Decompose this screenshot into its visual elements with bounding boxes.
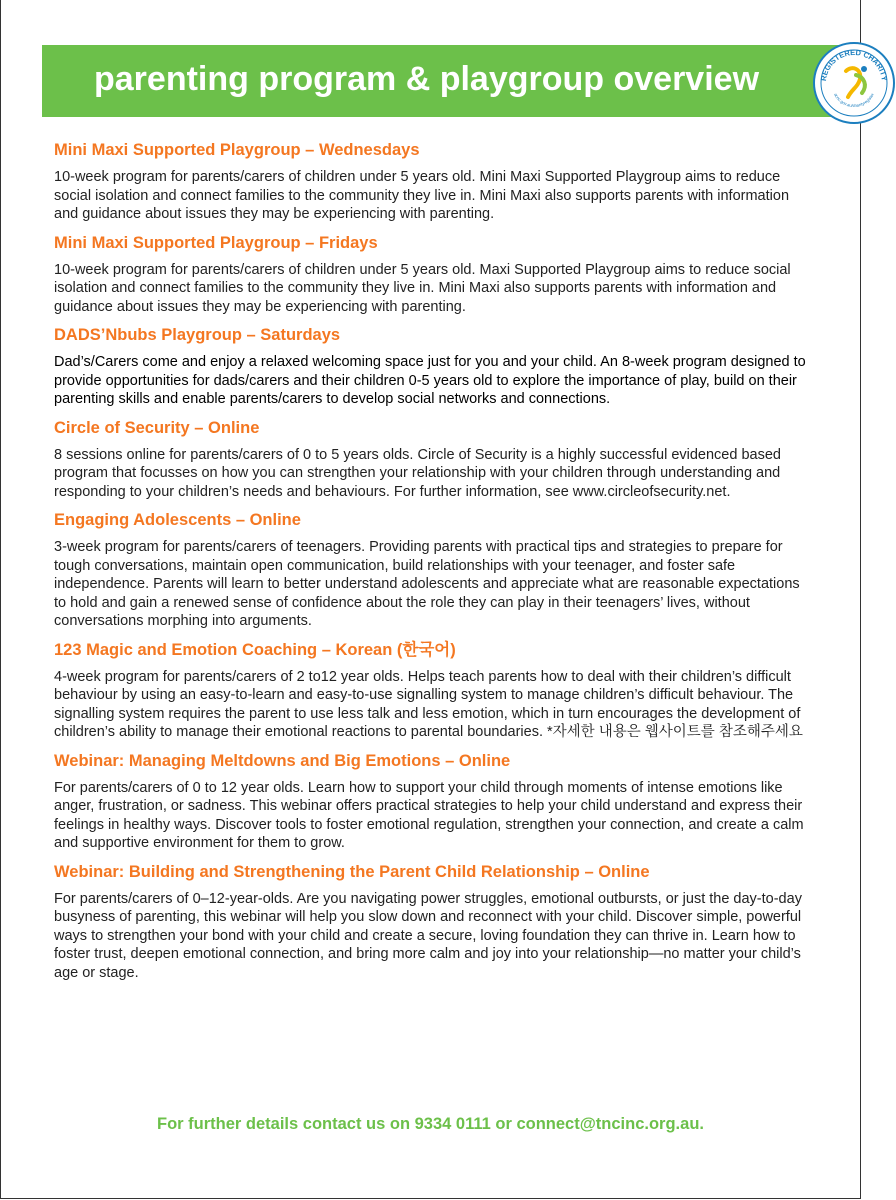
program-description: 3-week program for parents/carers of teenagers. Providing parents with practical tips and strategies to prepare for tough conversations, maintain open communication, build relationships with your teenager, and foster safe independence. Parents will learn to better understand adolescents and appreciate what are reasonable expectations to hold and gain a renewed sense of confidence about the role they can play in their teenagers’ lives, without conversations morphing into arguments. (54, 539, 800, 629)
page-title: parenting program & playgroup overview (94, 60, 760, 98)
program-description: Dad’s/Carers come and enjoy a relaxed welcoming space just for you and your child. An 8-week program designed to provide opportunities for dads/carers and their children 0-5 years old to explore the importance of play, build on their parenting skills and enable parents/carers to develop social networks and connections. (54, 354, 806, 407)
program-heading: Mini Maxi Supported Playgroup – Wednesdays (54, 141, 420, 159)
program-description: 10-week program for parents/carers of children under 5 years old. Mini Maxi Supported Playgroup aims to reduce social isolation and connect families to the community they live in. Mini Maxi also supports parents with information and guidance about issues they may be experiencing with parenting. (54, 169, 790, 222)
program-section (54, 862, 814, 983)
program-heading: DADS’Nbubs Playgroup – Saturdays (54, 326, 341, 344)
contact-footer: For further details contact us on 9334 0111 or connect@tncinc.org.au. (157, 1115, 704, 1133)
program-section (54, 510, 814, 631)
registered-charity-seal-icon (812, 41, 896, 125)
program-heading: 123 Magic and Emotion Coaching – Korean (한국어) (54, 640, 456, 659)
program-heading: Circle of Security – Online (54, 418, 260, 437)
program-description: For parents/carers of 0 to 12 year olds. Learn how to support your child through moments of intense emotions like anger, frustration, or sadness. This webinar offers practical strategies to help your child understand and express their feelings in healthy ways. Discover tools to foster emotional regulation, strengthen your connection, and create a calm and supportive environment for them to grow. (54, 779, 804, 851)
program-section (54, 233, 814, 317)
header-banner (42, 45, 889, 117)
program-heading: Mini Maxi Supported Playgroup – Fridays (54, 233, 378, 252)
program-section (54, 751, 814, 853)
program-heading: Webinar: Building and Strengthening the Parent Child Relationship – Online (54, 862, 650, 881)
program-heading: Engaging Adolescents – Online (54, 511, 301, 529)
program-description: 4-week program for parents/carers of 2 to12 year olds. Helps teach parents how to deal with their children’s difficult behaviour by using an easy-to-learn and easy-to-use signalling system to manage children’s difficult behaviour. The signalling system requires the parent to use less talk and less emotion, which in turn encourages the development of children’s ability to manage their emotional reactions to parental boundaries. *자세한 내용은 웹사이트를 참조해주세요 (54, 668, 803, 740)
program-section (54, 418, 814, 502)
program-description: 10-week program for parents/carers of children under 5 years old. Maxi Supported Playgroup aims to reduce social isolation and connect families to the community they live in. Mini Maxi also supports parents with information and guidance about issues they may be experiencing with parenting. (54, 261, 791, 315)
program-section (54, 140, 814, 224)
program-heading: Webinar: Managing Meltdowns and Big Emotions – Online (54, 751, 511, 770)
program-description: For parents/carers of 0–12-year-olds. Are you navigating power struggles, emotional outbursts, or just the day-to-day busyness of parenting, this webinar will help you slow down and reconnect with your child. Discover simple, powerful ways to strengthen your bond with your child and create a secure, loving foundation they can thrive in. Learn how to foster trust, deepen emotional connection, and bring more calm and joy into your relationship—no matter your child’s age or stage. (54, 890, 802, 981)
badge-url: acnc.gov.au/charityregister (833, 92, 875, 109)
program-list (54, 140, 814, 991)
program-section (54, 325, 814, 409)
program-description: 8 sessions online for parents/carers of 0 to 5 years olds. Circle of Security is a highly successful evidenced based program that focusses on how you can strengthen your relationship with your children through understanding and responding to your children’s needs and behaviours. For further information, see www.circleofsecurity.net. (54, 446, 781, 500)
badge-text: REGISTERED CHARITY (819, 47, 889, 82)
program-section (54, 640, 814, 742)
